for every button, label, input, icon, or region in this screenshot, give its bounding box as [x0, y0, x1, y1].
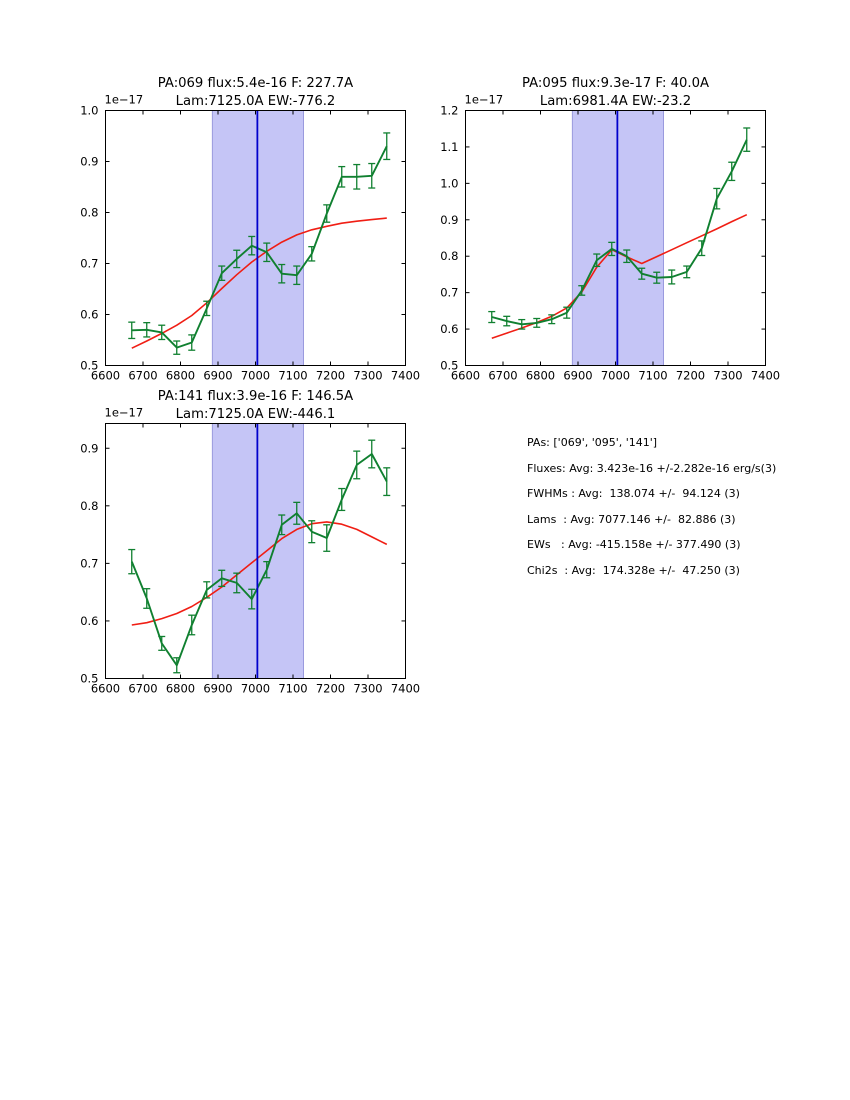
- chart-pa-095: [400, 70, 780, 400]
- x-tick-label: 7400: [750, 368, 780, 383]
- x-tick-label: 6700: [128, 681, 158, 696]
- y-tick-label: 0.6: [80, 307, 99, 322]
- x-tick-label: 6800: [165, 681, 196, 696]
- x-tick-label: 7200: [315, 368, 346, 383]
- stats-line-chi2s: Chi2s : Avg: 174.328e +/- 47.250 (3): [527, 563, 740, 577]
- x-tick-label: 6900: [203, 681, 233, 696]
- y-axis-offset-label: 1e−17: [104, 92, 144, 107]
- chart-pa-069-svg: [40, 70, 420, 400]
- x-tick-label: 7300: [353, 681, 383, 696]
- x-tick-label: 7000: [600, 368, 631, 383]
- stats-line-fluxes: Fluxes: Avg: 3.423e-16 +/-2.282e-16 erg/s(3): [527, 461, 777, 475]
- x-tick-label: 7100: [278, 368, 308, 383]
- x-tick-label: 7300: [713, 368, 743, 383]
- y-tick-label: 0.8: [80, 498, 99, 513]
- chart-title-line1: PA:069 flux:5.4e-16 F: 227.7A: [157, 76, 354, 91]
- y-tick-label: 0.8: [440, 249, 459, 264]
- y-tick-label: 0.6: [440, 322, 459, 337]
- stats-line-lams: Lams : Avg: 7077.146 +/- 82.886 (3): [527, 512, 736, 526]
- y-tick-label: 0.7: [440, 285, 459, 300]
- x-tick-label: 7200: [675, 368, 706, 383]
- x-tick-label: 7100: [278, 681, 308, 696]
- y-tick-label: 1.1: [440, 139, 459, 154]
- chart-pa-141: [40, 383, 420, 713]
- chart-pa-095-svg: [400, 70, 780, 400]
- chart-title-line2: Lam:7125.0A EW:-446.1: [175, 407, 336, 422]
- y-tick-label: 0.8: [80, 205, 99, 220]
- x-tick-label: 6600: [90, 368, 121, 383]
- y-tick-label: 0.6: [80, 613, 99, 628]
- y-axis-offset-label: 1e−17: [464, 92, 504, 107]
- x-tick-label: 6800: [165, 368, 196, 383]
- x-tick-label: 6900: [203, 368, 233, 383]
- stats-line-fwhms: FWHMs : Avg: 138.074 +/- 94.124 (3): [527, 487, 740, 500]
- y-axis-offset-label: 1e−17: [104, 405, 144, 420]
- x-tick-label: 6600: [450, 368, 481, 383]
- y-tick-label: 0.9: [440, 212, 459, 227]
- chart-title-line1: PA:141 flux:3.9e-16 F: 146.5A: [157, 389, 354, 404]
- x-tick-label: 7000: [240, 368, 271, 383]
- stats-line-ews: EWs : Avg: -415.158e +/- 377.490 (3): [527, 538, 741, 551]
- stats-line-pas: PAs: ['069', '095', '141']: [527, 436, 658, 449]
- x-tick-label: 6600: [90, 681, 121, 696]
- x-tick-label: 7400: [390, 368, 420, 383]
- x-tick-label: 6800: [525, 368, 556, 383]
- x-tick-label: 7200: [315, 681, 346, 696]
- y-tick-label: 0.9: [80, 154, 99, 169]
- chart-pa-141-svg: [40, 383, 420, 713]
- chart-title-line1: PA:095 flux:9.3e-17 F: 40.0A: [521, 76, 710, 91]
- x-tick-label: 7100: [638, 368, 668, 383]
- x-tick-label: 6700: [488, 368, 518, 383]
- y-tick-label: 0.5: [80, 358, 99, 373]
- y-tick-label: 0.9: [80, 441, 99, 456]
- stats-panel: [527, 430, 776, 583]
- y-tick-label: 0.7: [80, 556, 99, 571]
- y-tick-label: 1.2: [440, 103, 459, 118]
- y-tick-label: 0.5: [80, 671, 99, 686]
- chart-title-line2: Lam:7125.0A EW:-776.2: [175, 94, 336, 109]
- chart-title-line2: Lam:6981.4A EW:-23.2: [539, 94, 692, 109]
- y-tick-label: 1.0: [80, 103, 99, 118]
- y-tick-label: 0.7: [80, 256, 99, 271]
- x-tick-label: 6700: [128, 368, 158, 383]
- x-tick-label: 7000: [240, 681, 271, 696]
- x-tick-label: 7300: [353, 368, 383, 383]
- x-tick-label: 6900: [563, 368, 593, 383]
- x-tick-label: 7400: [390, 681, 420, 696]
- y-tick-label: 0.5: [440, 358, 459, 373]
- chart-pa-069: [40, 70, 420, 400]
- y-tick-label: 1.0: [440, 176, 459, 191]
